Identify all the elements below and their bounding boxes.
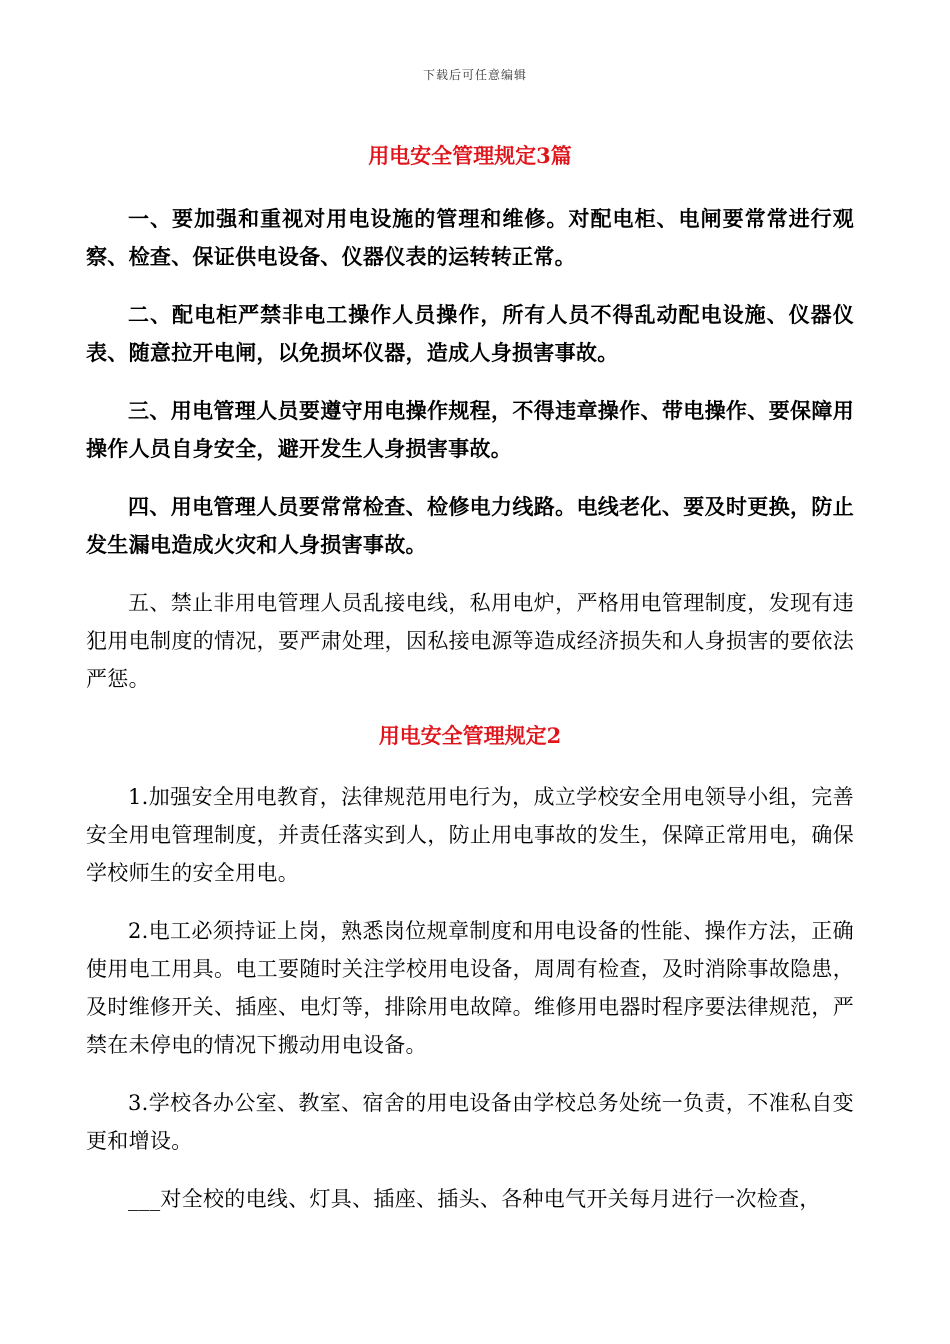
section2-item-3: 3.学校各办公室、教室、宿舍的用电设备由学校总务处统一负责，不准私自变更和增设。 xyxy=(86,1091,854,1153)
section2-item-2: 2.电工必须持证上岗，熟悉岗位规章制度和用电设备的性能、操作方法，正确使用电工用具。电工要随时关注学校用电设备，周周有检查，及时消除事故隐患，及时维修开关、插座、电灯等，排除用电故障。维修用电器时程序要法律规范，严禁在未停电的情况下搬动用电设备。 xyxy=(86,919,854,1057)
section1-title: 用电安全管理规定3篇 xyxy=(368,143,572,168)
section1-item-2: 二、配电柜严禁非电工操作人员操作，所有人员不得乱动配电设施、仪器仪表、随意拉开电闸，以免损坏仪器，造成人身损害事故。 xyxy=(86,303,854,365)
section1-item-4: 四、用电管理人员要常常检查、检修电力线路。电线老化、要及时更换，防止发生漏电造成火灾和人身损害事故。 xyxy=(86,495,854,557)
section1-item-1: 一、要加强和重视对用电设施的管理和维修。对配电柜、电闸要常常进行观察、检查、保证供电设备、仪器仪表的运转转正常。 xyxy=(86,207,854,269)
section1-item-5: 五、禁止非用电管理人员乱接电线，私用电炉，严格用电管理制度，发现有违犯用电制度的情况，要严肃处理，因私接电源等造成经济损失和人身损害的要依法严惩。 xyxy=(86,591,854,691)
section2-title: 用电安全管理规定2 xyxy=(378,723,562,748)
section2-item-1: 1.加强安全用电教育，法律规范用电行为，成立学校安全用电领导小组，完善安全用电管理制度，并责任落实到人，防止用电事故的发生，保障正常用电，确保学校师生的安全用电。 xyxy=(86,785,854,885)
section2-item-4: ___对全校的电线、灯具、插座、插头、各种电气开关每月进行一次检查， xyxy=(128,1187,821,1211)
header-note: 下载后可任意编辑 xyxy=(422,68,527,82)
section1-item-3: 三、用电管理人员要遵守用电操作规程，不得违章操作、带电操作、要保障用操作人员自身安全，避开发生人身损害事故。 xyxy=(86,399,854,461)
document-content xyxy=(86,140,854,1218)
